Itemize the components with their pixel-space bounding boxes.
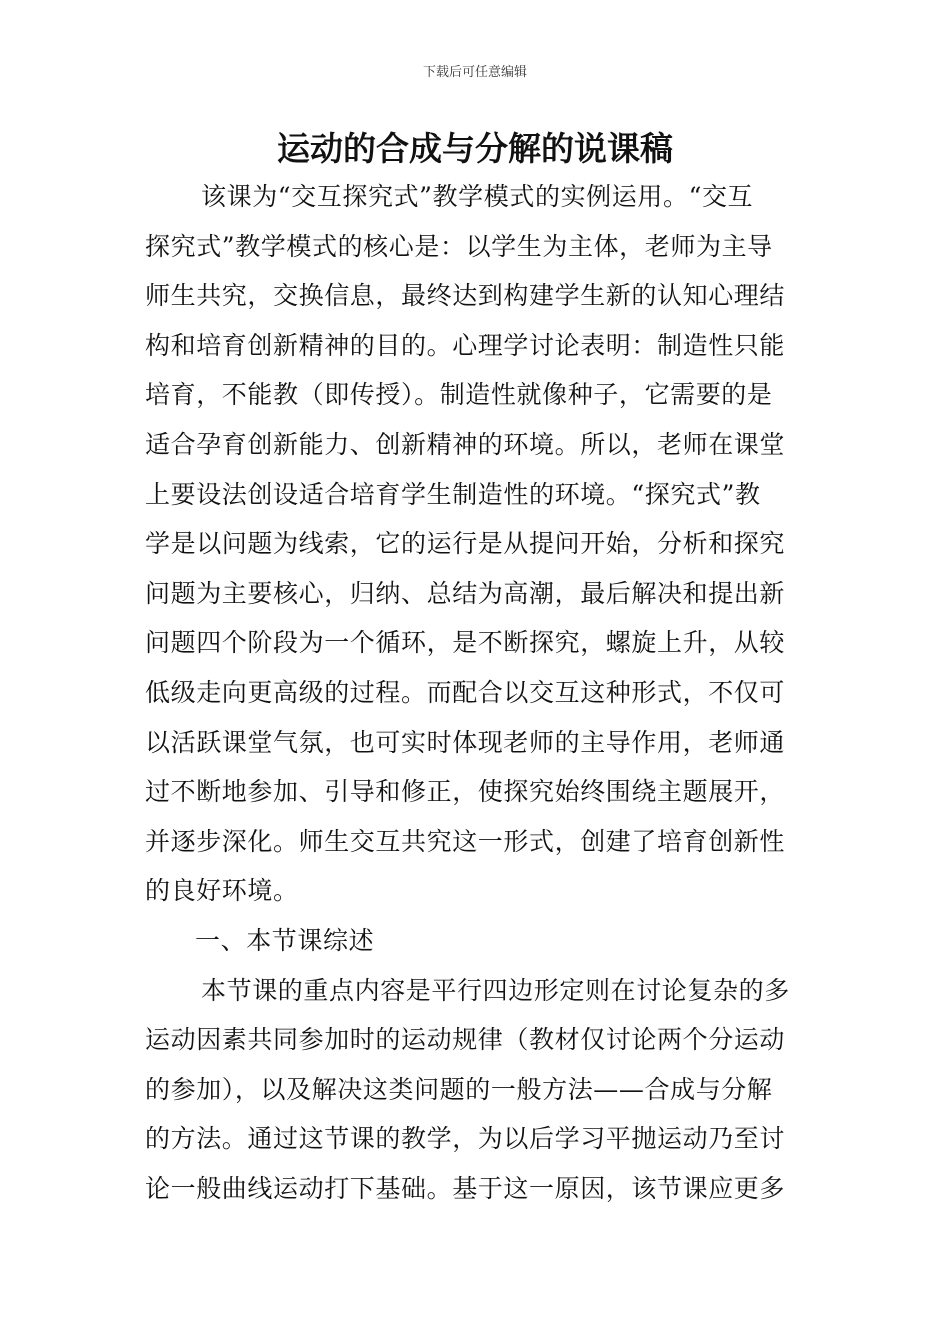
paragraph-line: 上要设法创设适合培育学生制造性的环境。“探究式”教 [145,479,761,509]
paragraph-line: 低级走向更高级的过程。而配合以交互这种形式，不仅可 [145,677,786,707]
paragraph-line: 培育，不能教（即传授）。制造性就像种子，它需要的是 [145,380,773,410]
paragraph-line: 并逐步深化。师生交互共究这一形式，创建了培育创新性 [145,826,786,856]
section-heading: 一、本节课综述 [195,925,375,955]
paragraph-line: 探究式”教学模式的核心是：以学生为主体，老师为主导 [145,231,773,261]
page-header-note: 下载后可任意编辑 [422,65,527,80]
paragraph-line: 适合孕育创新能力、创新精神的环境。所以，老师在课堂 [145,429,786,459]
document-body [145,172,807,1213]
paragraph-line: 论一般曲线运动打下基础。基于这一原因，该节课应更多 [145,1173,786,1203]
paragraph-line: 构和培育创新精神的目的。心理学讨论表明：制造性只能 [145,330,786,360]
paragraph-line: 过不断地参加、引导和修正，使探究始终围绕主题展开， [145,777,786,807]
paragraph-line: 该课为“交互探究式”教学模式的实例运用。“交互 [201,182,754,211]
paragraph-line: 本节课的重点内容是平行四边形定则在讨论复杂的多 [201,975,790,1005]
document-title: 运动的合成与分解的说课稿 [277,129,673,168]
paragraph-line: 的参加），以及解决这类问题的一般方法——合成与分解 [145,1074,773,1104]
paragraph-line: 学是以问题为线索，它的运行是从提问开始，分析和探究 [145,529,786,559]
paragraph-line: 运动因素共同参加时的运动规律（教材仅讨论两个分运动 [145,1025,786,1055]
paragraph-line: 问题为主要核心，归纳、总结为高潮，最后解决和提出新 [145,578,786,608]
paragraph-line: 以活跃课堂气氛，也可实时体现老师的主导作用，老师通 [145,727,786,757]
paragraph-line: 的方法。通过这节课的教学，为以后学习平抛运动乃至讨 [145,1124,786,1154]
paragraph-line: 问题四个阶段为一个循环，是不断探究，螺旋上升，从较 [145,628,786,658]
paragraph-line: 师生共究，交换信息，最终达到构建学生新的认知心理结 [145,281,786,311]
paragraph-line: 的良好环境。 [145,876,299,906]
